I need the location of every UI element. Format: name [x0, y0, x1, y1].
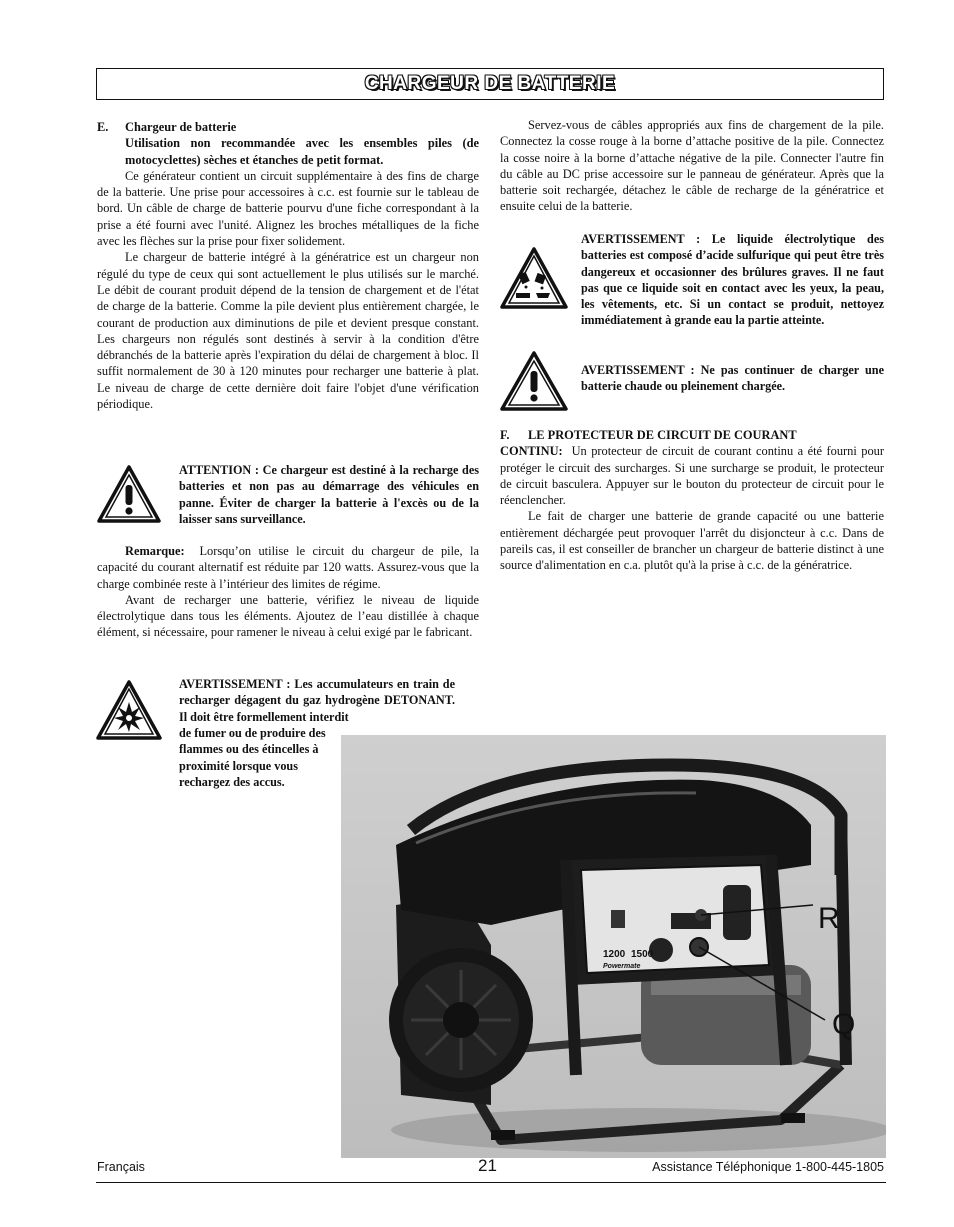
left-column	[97, 119, 479, 412]
panel-brand: Powermate	[603, 963, 641, 970]
warning-exclamation-icon	[97, 465, 161, 523]
hydrogen-warning-part-1: AVERTISSEMENT : Les accumulateurs en train de recharger dégagent du gaz hydrogène DETONANT. Il doit être formellement interdit	[179, 677, 455, 724]
acid-warning: AVERTISSEMENT : Le liquide électrolytique des batteries est composé d’acide sulfurique qui peut être très dangereux et occasionner des brûlures graves. Il ne faut pas que ce liquide soit en contact avec les yeux, la peau, les vêtements, etc. Si un contact se produit, nettoyez immédiatement à grande eau la partie atteinte.	[581, 232, 884, 328]
hot-battery-warning: AVERTISSEMENT : Ne pas continuer de charger une batterie chaude ou pleinement chargée.	[581, 363, 884, 394]
remark-block	[97, 543, 479, 641]
hydrogen-warning-part-2: de fumer ou de produire des flammes ou des étincelles à proximité lorsque vous rechargez des accus.	[179, 726, 326, 789]
right-column	[500, 117, 884, 215]
cable-connection-paragraph: Servez-vous de câbles appropriés aux fins de chargement de la pile. Connectez la cosse rouge à la borne d’attache positive de la pile. Connectez la cosse noire à la borne d’attache négative de la pile. Connecter l'autre fin du câble au DC prise accessoire sur le panneau de générateur. Après que la batterie soit rechargée, détachez le câble de recharge de la génératrice et ensuite celui de la batterie.	[500, 118, 884, 214]
remark-paragraph: Remarque: Lorsqu’on utilise le circuit du chargeur de pile, la capacité du courant alternatif est réduite par 120 watts. Assurez-vous que la charge combinée reste à l’intérieur des limites de régime.	[97, 544, 479, 591]
title-box	[96, 68, 884, 100]
corrosive-warning-icon	[500, 247, 568, 309]
callout-label-q: Q	[832, 1008, 856, 1041]
warning-exclamation-icon-2	[500, 351, 568, 411]
section-e-heading: E. Chargeur de batterie	[97, 120, 237, 134]
section-f	[500, 427, 884, 574]
footer-language: Français	[97, 1160, 145, 1174]
panel-watts-2: 1500	[631, 949, 654, 960]
callout-label-r: R	[818, 902, 840, 935]
section-f-paragraph-1: CONTINU: Un protecteur de circuit de courant continu a été fourni pour protéger le circuit des surcharges. Si une surcharge se produit, le protecteur de circuit basculera. Appuyer sur le bouton du protecteur de circuit pour le réenclencher.	[500, 444, 884, 508]
generator-illustration	[341, 735, 886, 1158]
page-number: 21	[478, 1156, 497, 1175]
generator-photo	[341, 735, 886, 1158]
section-e-paragraph-2: Le chargeur de batterie intégré à la génératrice est un chargeur non régulé du type de ceux qui sont actuellement le plus utilisés sur le marché. Le débit de courant produit dépend de la tension de chargement et de l'état de charge de la batterie. Comme la pile devient plus entièrement chargée, le courant de production aux diminutions de pile et devient presque constant. Les chargeurs non régulés sont destinés à servir à la condition d'être débranchés de la batterie après l'expiration du délai de chargement à bloc. Il suffit normalement de 30 à 120 minutes pour recharger une batterie à plat. Le niveau de charge de cette dernière doit faire l'objet d'une vérification périodique.	[97, 250, 479, 412]
attention-warning: ATTENTION : Ce chargeur est destiné à la recharge des batteries et non pas au démarrage des véhicules en panne. Éviter de charger la batterie à l'excès ou de la laisser sans surveillance.	[179, 463, 479, 526]
section-e-paragraph-1: Ce générateur contient un circuit supplémentaire à des fins de charge de la batterie. Une prise pour accessoires à c.c. est fournie sur le tableau de bord. Un câble de charge de batterie pourvu d'une fiche correspondant à la prise a été fourni avec l'unité. Alignez les broches métalliques de la fiche avec les flèches sur la prise pour fixer solidement.	[97, 168, 479, 249]
section-e-paragraph-3: Avant de recharger une batterie, vérifiez le niveau de liquide électrolytique dans tous les éléments. Ajoutez de l’eau distillée à chaque élément, si nécessaire, pour ramener le niveau à celui exigé par le fabricant.	[97, 592, 479, 640]
section-e-subheading: Utilisation non recommandée avec les ensembles piles (de motocyclettes) sèches et étanches de petit format.	[125, 136, 479, 167]
page-title: CHARGEUR DE BATTERIE	[364, 73, 616, 94]
section-f-heading: F. LE PROTECTEUR DE CIRCUIT DE COURANT	[500, 428, 797, 442]
footer-support-phone: Assistance Téléphonique 1-800-445-1805	[652, 1160, 884, 1174]
panel-watts-1: 1200	[603, 949, 626, 960]
footer-divider	[96, 1182, 886, 1183]
section-f-paragraph-2: Le fait de charger une batterie de grande capacité ou une batterie entièrement déchargée peut provoquer l'arrêt du disjoncteur à c.c. Dans de pareils cas, il est conseiller de brancher un chargeur de batterie distinct à une source d'alimentation en c.a. plutôt qu'à la prise à c.c. de la génératrice.	[500, 509, 884, 573]
explosion-warning-icon	[96, 680, 162, 740]
